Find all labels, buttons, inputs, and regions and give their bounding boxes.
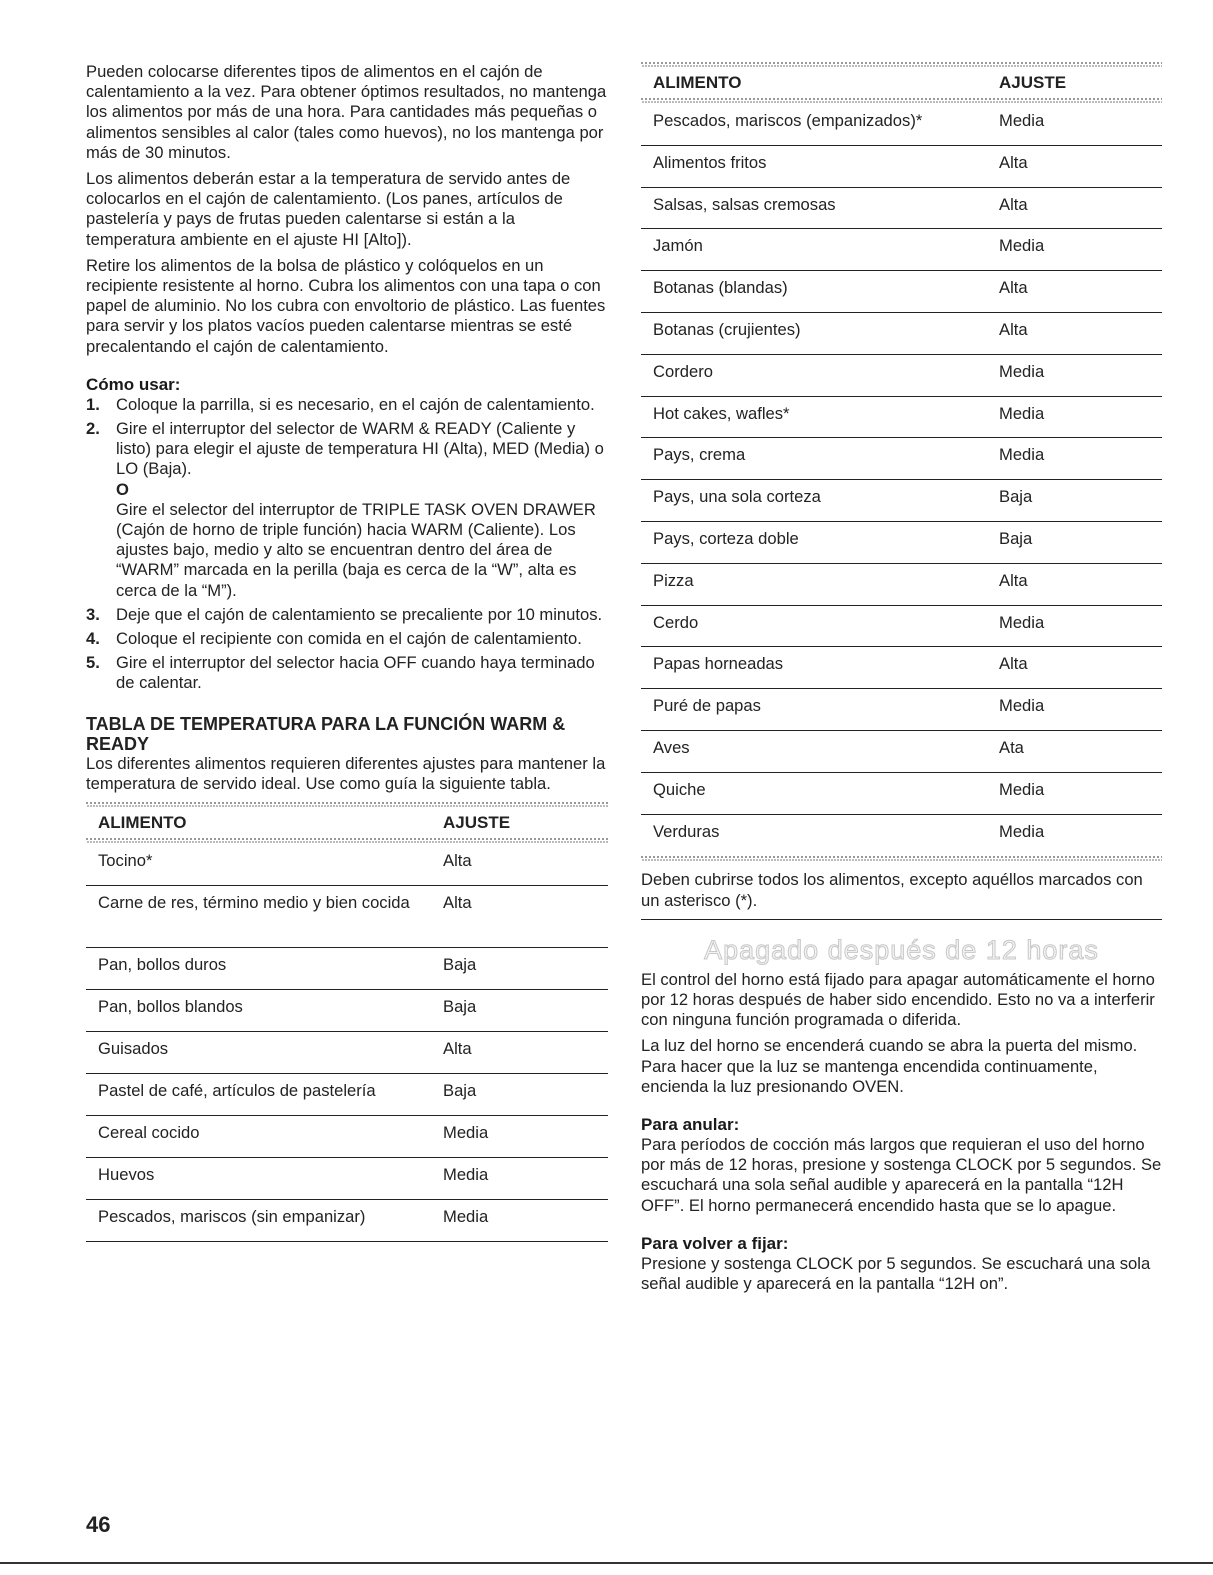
food-cell: Tocino* [98, 851, 153, 871]
column-header-food: ALIMENTO [98, 813, 187, 833]
cancel-heading: Para anular: [641, 1114, 740, 1134]
table-row [641, 731, 1162, 773]
intro-paragraph: Los alimentos deberán estar a la temperatura de servido antes de colocarlos en el cajón de calentamiento. (Los panes, artículos de pastelería y pays de frutas pueden calentarse si están a la temperatura ambiente en el ajuste HI [Alto]). [86, 169, 571, 249]
food-cell: Aves [653, 737, 690, 757]
column-header-food: ALIMENTO [653, 73, 742, 92]
setting-cell: Alta [999, 319, 1028, 339]
table-row [641, 564, 1162, 606]
food-cell: Carne de res, término medio y bien cocida [98, 893, 410, 913]
food-cell: Quiche [653, 779, 706, 799]
food-cell: Pan, bollos duros [98, 955, 227, 975]
table-heading: TABLA DE TEMPERATURA PARA LA FUNCIÓN WARM & READY [86, 713, 566, 754]
table-row [641, 104, 1162, 146]
food-cell: Guisados [98, 1039, 169, 1059]
food-cell: Pays, crema [653, 445, 746, 465]
or-label: O [116, 479, 129, 499]
table-row [641, 229, 1162, 271]
step-number: 5. [86, 653, 100, 673]
table-row [86, 990, 608, 1032]
left-column [86, 62, 608, 1242]
list-item [86, 605, 608, 625]
setting-cell: Media [999, 821, 1045, 841]
step-text: Coloque el recipiente con comida en el cajón de calentamiento. [116, 629, 582, 649]
food-cell: Verduras [653, 821, 720, 841]
table-body [86, 844, 608, 1242]
setting-cell: Alta [443, 851, 472, 871]
food-cell: Cereal cocido [98, 1123, 200, 1143]
step-number: 2. [86, 419, 100, 439]
list-item [86, 419, 608, 601]
bottom-rule [0, 1562, 1213, 1564]
food-cell: Pays, una sola corteza [653, 487, 821, 507]
food-cell: Cerdo [653, 612, 699, 632]
step-number: 4. [86, 629, 100, 649]
table-row [641, 438, 1162, 480]
section-title: Apagado después de 12 horas [704, 934, 1099, 965]
intro-paragraph: Pueden colocarse diferentes tipos de alimentos en el cajón de calentamiento a la vez. Para obtener óptimos resultados, no mantenga los alimentos por más de una hora. Para cantidades más pequeñas o alimentos sensibles al calor (tales como huevos), no los mantenga por más de 30 minutos. [86, 62, 607, 162]
setting-cell: Media [999, 111, 1045, 130]
food-cell: Cordero [653, 361, 713, 381]
table-row [641, 397, 1162, 439]
step-text: Gire el interruptor del selector de WARM & READY (Caliente y listo) para elegir el ajuste de temperatura HI (Alta), MED (Media) o LO (Baja). [116, 419, 604, 479]
setting-cell: Baja [443, 955, 477, 975]
setting-cell: Alta [999, 194, 1028, 214]
setting-cell: Media [999, 779, 1045, 799]
table-row [641, 271, 1162, 313]
table-row [641, 355, 1162, 397]
page-number: 46 [86, 1512, 111, 1537]
table-row [641, 647, 1162, 689]
reset-heading: Para volver a fijar: [641, 1233, 789, 1253]
table-intro: Los diferentes alimentos requieren diferentes ajustes para mantener la temperatura de servido ideal. Use como guía la siguiente tabla. [86, 753, 606, 793]
table-note: Deben cubrirse todos los alimentos, excepto aquéllos marcados con un asterisco (*). [641, 870, 1162, 919]
step-text: Deje que el cajón de calentamiento se precaliente por 10 minutos. [116, 604, 603, 624]
setting-cell: Media [999, 612, 1045, 632]
food-cell: Botanas (crujientes) [653, 319, 801, 339]
table-row [641, 689, 1162, 731]
list-item [86, 395, 608, 415]
column-header-setting: AJUSTE [999, 73, 1067, 92]
step-text: Gire el interruptor del selector hacia OFF cuando haya terminado de calentar. [116, 653, 595, 693]
table-row [641, 522, 1162, 564]
food-cell: Pizza [653, 570, 694, 590]
table-row [86, 1200, 608, 1242]
table-body [641, 104, 1162, 856]
food-cell: Pescados, mariscos (sin empanizar) [98, 1207, 366, 1227]
table-row [641, 606, 1162, 648]
food-cell: Pan, bollos blandos [98, 997, 243, 1017]
food-cell: Botanas (blandas) [653, 278, 788, 298]
setting-cell: Alta [443, 1039, 472, 1059]
table-row [641, 313, 1162, 355]
food-cell: Papas horneadas [653, 654, 784, 674]
step-number: 3. [86, 604, 100, 624]
how-to-heading: Cómo usar: [86, 374, 181, 394]
list-item [86, 653, 608, 693]
list-item [86, 629, 608, 649]
setting-cell: Baja [443, 997, 477, 1017]
reset-text: Presione y sostenga CLOCK por 5 segundos. Se escuchará una sola señal audible y aparecerá en la pantalla “12H on”. [641, 1253, 1151, 1293]
table-row [641, 188, 1162, 230]
food-cell: Puré de papas [653, 696, 761, 716]
table-row [86, 844, 608, 886]
table-row [641, 480, 1162, 522]
steps-list [86, 395, 608, 694]
table-row [86, 886, 608, 948]
table-row [86, 1074, 608, 1116]
table-row [86, 1032, 608, 1074]
setting-cell: Alta [999, 570, 1028, 590]
intro-paragraph: Retire los alimentos de la bolsa de plástico y colóquelos en un recipiente resistente al horno. Cubra los alimentos con una tapa o con papel de aluminio. No los cubra con envoltorio de plástico. Las fuentes para servir y los platos vacíos pueden calentarse mientras se esté precalentando el cajón de calentamiento. [86, 255, 606, 356]
food-cell: Pays, corteza doble [653, 528, 799, 548]
auto-off-section [641, 970, 1162, 1294]
setting-cell: Media [999, 403, 1045, 423]
food-cell: Salsas, salsas cremosas [653, 194, 836, 214]
setting-cell: Ata [999, 737, 1024, 757]
temperature-table-left [86, 802, 608, 1242]
table-row [641, 815, 1162, 857]
section-paragraph: El control del horno está fijado para apagar automáticamente el horno por 12 horas después de haber sido encendido. Esto no va a interferir con ninguna función programada o diferida. [641, 969, 1155, 1030]
setting-cell: Media [999, 236, 1045, 256]
setting-cell: Baja [999, 528, 1033, 548]
food-cell: Jamón [653, 236, 703, 256]
food-cell: Hot cakes, wafles* [653, 403, 790, 423]
setting-cell: Alta [999, 152, 1028, 172]
table-row [86, 948, 608, 990]
setting-cell: Alta [443, 893, 472, 913]
right-column [641, 62, 1162, 1300]
table-row [641, 146, 1162, 188]
setting-cell: Baja [443, 1081, 477, 1101]
setting-cell: Media [999, 696, 1045, 716]
intro-text [86, 62, 608, 357]
setting-cell: Media [999, 361, 1045, 381]
section-paragraph: La luz del horno se encenderá cuando se abra la puerta del mismo. Para hacer que la luz se mantenga encendida continuamente, encienda la luz presionando OVEN. [641, 1036, 1138, 1096]
table-row [641, 773, 1162, 815]
food-cell: Huevos [98, 1165, 155, 1185]
step-number: 1. [86, 394, 100, 414]
cancel-text: Para períodos de cocción más largos que requieran el uso del horno por más de 12 horas, presione y sostenga CLOCK por 5 segundos. Se escuchará una sola señal audible y aparecerá en la pantalla “12H OFF”. El horno permanecerá encendido hasta que se lo apague. [641, 1134, 1162, 1215]
setting-cell: Media [999, 445, 1045, 465]
food-cell: Pescados, mariscos (empanizados)* [653, 111, 923, 130]
food-cell: Pastel de café, artículos de pastelería [98, 1081, 376, 1101]
setting-cell: Media [443, 1123, 489, 1143]
column-header-setting: AJUSTE [443, 813, 511, 833]
table-header [641, 68, 1162, 98]
table-header [86, 808, 608, 838]
dotted-divider [641, 856, 1162, 862]
step-text-alt: Gire el selector del interruptor de TRIPLE TASK OVEN DRAWER (Cajón de horno de triple función) hacia WARM (Caliente). Los ajustes bajo, medio y alto se encuentran dentro del área de “WARM” marcada en la perilla (baja es cerca de la “W”, alta es cerca de la “M”). [116, 499, 596, 600]
food-cell: Alimentos fritos [653, 152, 767, 172]
setting-cell: Alta [999, 654, 1028, 674]
temperature-table-right [641, 62, 1162, 862]
table-row [86, 1158, 608, 1200]
setting-cell: Media [443, 1207, 489, 1227]
setting-cell: Media [443, 1165, 489, 1185]
setting-cell: Baja [999, 487, 1033, 507]
step-text: Coloque la parrilla, si es necesario, en el cajón de calentamiento. [116, 394, 595, 414]
setting-cell: Alta [999, 278, 1028, 298]
table-row [86, 1116, 608, 1158]
